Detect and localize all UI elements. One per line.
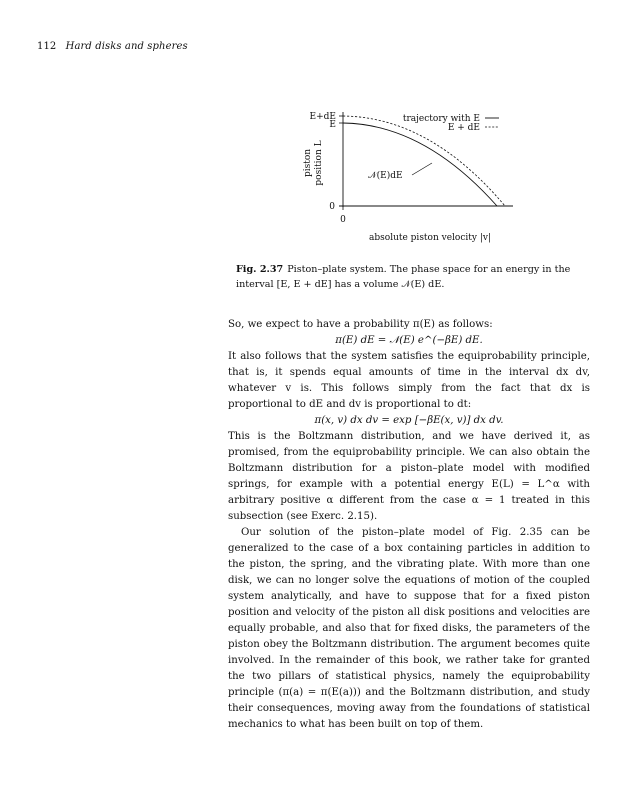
equation-2: π(x, v) dx dv = exp [−βE(x, v)] dx dv. xyxy=(314,415,504,426)
y-axis-label-line1: piston xyxy=(303,148,313,178)
paragraph-4: Our solution of the piston–plate model of Fig. 2.35 can be generalized to the case of a box containing particles in addition to the piston, the spring, and the vibrating plate. With more than one disk, we can no longer solve the equations of motion of the coupled system analytically, and have to suppose that for a fixed piston position and velocity of the piston all disk positions and velocities are equally probable, and also that for fixed disks, the parameters of the piston obey the Boltzmann distribution. The argument becomes quite involved. In the remainder of this book, we rather take for granted the two pillars of statistical physics, namely the equiprobability principle (π(a) = π(E(a))) and the Boltzmann distribution, and study their consequences, moving away from the foundations of statistical mechanics to what has been built on top of them. xyxy=(228,527,590,730)
caption-text: Piston–plate system. The phase space for an energy in the interval [E, E + dE] has a volume 𝒩(E) dE. xyxy=(236,264,571,290)
page-number: 112 xyxy=(37,41,57,52)
x-axis-label: absolute piston velocity |v| xyxy=(369,233,491,243)
region-pointer-line xyxy=(412,163,432,175)
figure-caption xyxy=(236,262,596,292)
legend-label-e-plus-de: E + dE xyxy=(447,123,480,133)
trajectory-e-plus-de-curve xyxy=(343,116,505,206)
equation-1: π(E) dE = 𝒩(E) e^(−βE) dE. xyxy=(335,335,483,346)
region-label: 𝒩(E)dE xyxy=(368,171,403,181)
caption-label: Fig. 2.37 xyxy=(236,264,284,275)
y-tick-label-upper: E+dE xyxy=(309,112,336,122)
body-text xyxy=(228,317,590,733)
paragraph-3: This is the Boltzmann distribution, and we have derived it, as promised, from the equiprobability principle. We can also obtain the Boltzmann distribution for a piston–plate model with modified springs, for example with a potential energy E(L) = L^α with arbitrary positive α different from the case α = 1 treated in this subsection (see Exerc. 2.15). xyxy=(228,431,590,522)
paragraph-2: It also follows that the system satisfies the equiprobability principle, that is, it spends equal amounts of time in the interval dx dv, whatever v is. This follows simply from the fact that dx is proportional to dE and dv is proportional to dt: xyxy=(228,351,590,410)
x-zero-label: 0 xyxy=(340,215,346,225)
paragraph-1: So, we expect to have a probability π(E) as follows: xyxy=(228,319,493,330)
y-zero-label: 0 xyxy=(329,202,335,212)
legend-label-e: trajectory with E xyxy=(402,114,480,124)
running-title: Hard disks and spheres xyxy=(65,41,188,52)
y-axis-label-line2: position L xyxy=(314,140,324,186)
y-tick-label-lower: E xyxy=(329,120,336,130)
